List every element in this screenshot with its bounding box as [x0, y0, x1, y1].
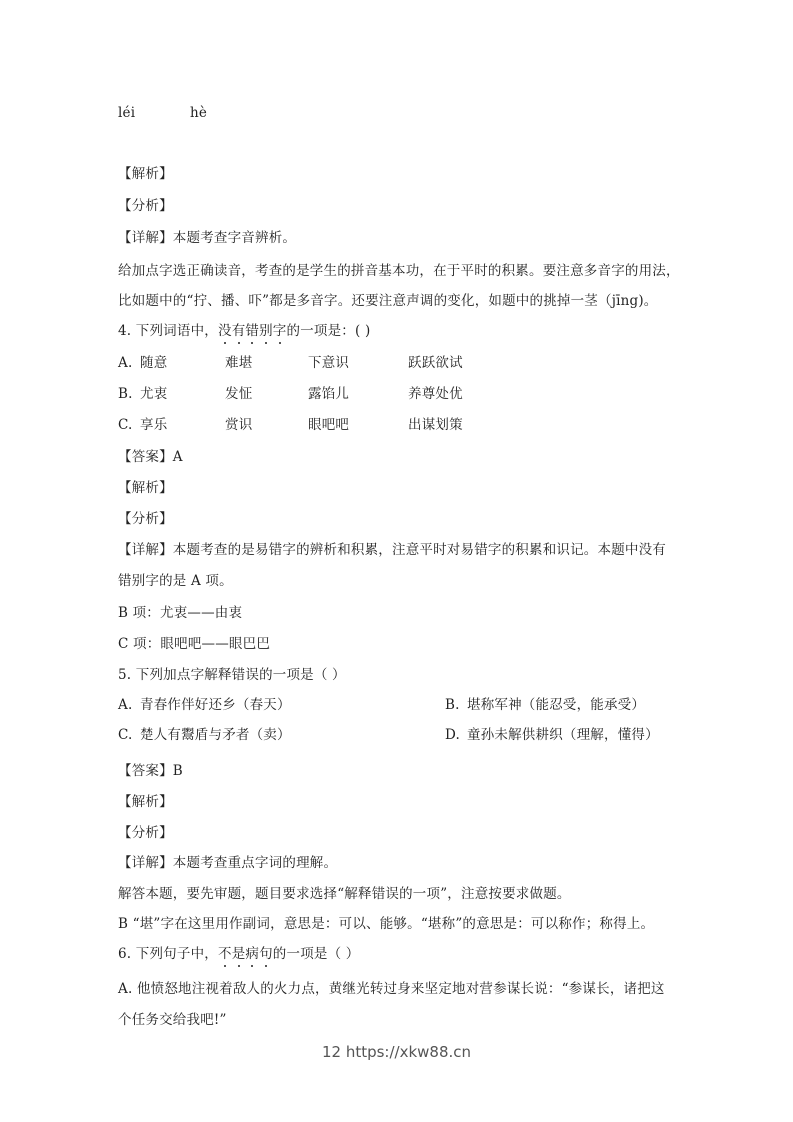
option-label: A.: [118, 697, 133, 713]
q4-note-c: C 项：眼吧吧——眼巴巴: [118, 636, 271, 652]
pinyin-lei: léi: [118, 105, 136, 121]
q4-answer: 【答案】A: [118, 449, 183, 465]
q5-body-line1: 解答本题，要先审题，题目要求选择“解释错误的一项”，注意按要求做题。: [118, 886, 571, 902]
emphasis-char: 别: [259, 323, 273, 339]
q6-stem-suffix: 的一项是（ ）: [272, 946, 360, 962]
q5-answer: 【答案】B: [118, 763, 183, 779]
q4-xiangjie-line1: 【详解】本题考查的是易错字的辨析和积累，注意平时对易错字的积累和识记。本题中没有: [118, 542, 666, 558]
q5-jiexi-label: 【解析】: [118, 794, 173, 810]
emphasis-char: 句: [259, 946, 273, 962]
word: 发怔: [225, 386, 253, 402]
q5-fenxi-label: 【分析】: [118, 825, 173, 841]
word: 赏识: [225, 417, 253, 433]
emphasis-char: 没: [217, 323, 232, 339]
emphasis-char: 错: [245, 323, 260, 339]
q6-stem-prefix: 6. 下列句子中，: [118, 946, 218, 962]
q4-jiexi-label: 【解析】: [118, 480, 173, 496]
option-label: C.: [118, 727, 133, 743]
emphasis-char: 不: [217, 946, 232, 962]
emphasis-char: 病: [245, 946, 260, 962]
q5-xiangjie: 【详解】本题考查重点字词的理解。: [118, 855, 338, 871]
option-text: 堪称军神（能忍受，能承受）: [467, 697, 646, 713]
q4-fenxi-label: 【分析】: [118, 511, 173, 527]
word: 出谋划策: [408, 417, 463, 433]
word: 跃跃欲试: [408, 355, 463, 371]
emphasis-char: 字: [272, 323, 287, 339]
q3-xiangjie: 【详解】本题考查字音辨析。: [118, 230, 297, 246]
q4-option-a: [118, 354, 463, 372]
q6-option-a-line1: A. 他愤怒地注视着敌人的火力点，黄继光转过身来坚定地对营参谋长说：“参谋长，诸把这: [118, 981, 665, 997]
q4-stem-dotted: [218, 323, 287, 339]
emphasis-char: 有: [231, 323, 246, 339]
option-text: 楚人有鬻盾与矛者（卖）: [140, 727, 291, 743]
q5-option-a: [118, 696, 291, 714]
option-text: 童孙未解供耕织（理解，懂得）: [467, 727, 659, 743]
word: 眼吧吧: [308, 417, 350, 433]
word: 养尊处优: [408, 386, 463, 402]
word: 随意: [140, 355, 168, 371]
q4-note-b: B 项：尤衷——由衷: [118, 605, 243, 621]
q5-stem: 5. 下列加点字解释错误的一项是（ ）: [118, 667, 346, 683]
q6-stem-dotted: [218, 946, 273, 962]
option-label: C.: [118, 417, 133, 433]
q6-stem: [118, 945, 360, 963]
word: 露馅儿: [308, 386, 350, 402]
q5-body-line2: B “堪”字在这里用作副词，意思是：可以、能够。“堪称”的意思是：可以称作；称得上。: [118, 916, 655, 932]
q3-body-line2: 比如题中的“拧、播、吓”都是多音字。还要注意声调的变化，如题中的挑掉一茎（jīng)。: [118, 293, 658, 309]
q4-stem-prefix: 4. 下列词语中，: [118, 323, 218, 339]
q3-jiexi-label: 【解析】: [118, 166, 173, 182]
option-label: A.: [118, 355, 133, 371]
q5-option-c: [118, 726, 291, 744]
pinyin-row: [118, 104, 208, 122]
option-text: 青春作伴好还乡（春天）: [140, 697, 291, 713]
q5-option-d: [445, 726, 659, 744]
word: 难堪: [225, 355, 253, 371]
option-label: D.: [445, 727, 461, 743]
option-label: B.: [118, 386, 133, 402]
q6-option-a-line2: 个任务交给我吧!”: [118, 1012, 227, 1028]
q3-body-line1: 给加点字选正确读音，考查的是学生的拼音基本功，在于平时的积累。要注意多音字的用法，: [118, 263, 680, 279]
q4-stem: [118, 322, 370, 340]
page-footer: 12 https://xkw88.cn: [321, 1043, 472, 1061]
emphasis-char: 是: [231, 946, 246, 962]
option-label: B.: [445, 697, 460, 713]
q4-stem-suffix: 的一项是：( ): [286, 323, 371, 339]
q4-xiangjie-line2: 错别字的是 A 项。: [118, 573, 233, 589]
q4-option-c: [118, 416, 463, 434]
pinyin-he: hè: [190, 105, 208, 121]
q3-fenxi-label: 【分析】: [118, 198, 173, 214]
word: 尤衷: [140, 386, 168, 402]
word: 享乐: [140, 417, 168, 433]
q5-option-b: [445, 696, 646, 714]
q4-option-b: [118, 385, 463, 403]
word: 下意识: [308, 355, 350, 371]
